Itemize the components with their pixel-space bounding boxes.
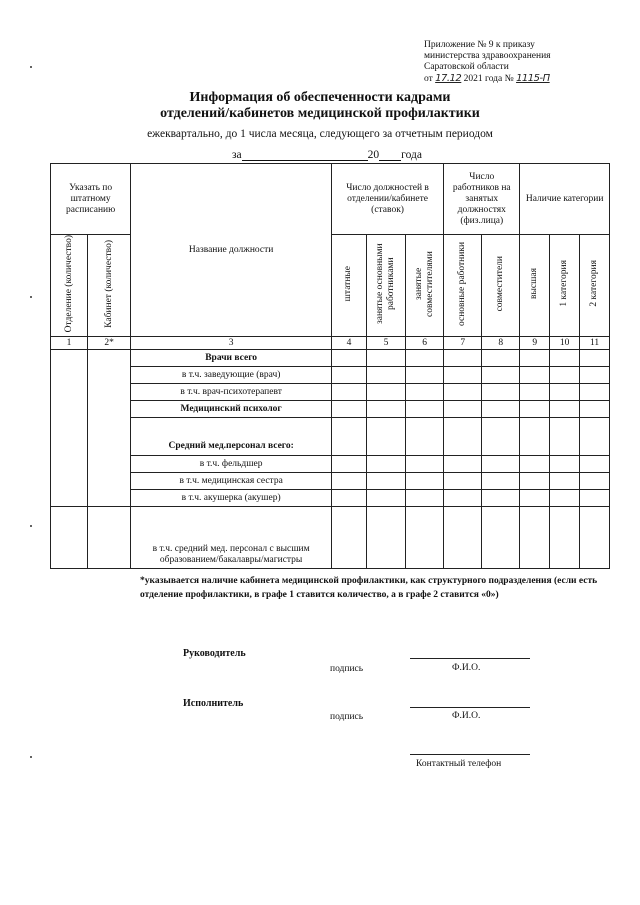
data-cell[interactable] [444,384,482,401]
data-cell[interactable] [366,384,405,401]
data-cell[interactable] [482,418,520,456]
data-cell[interactable] [331,367,366,384]
scan-dot [30,756,32,758]
data-cell[interactable] [550,490,580,507]
table-row [51,418,610,456]
appendix-date-line [424,73,624,85]
data-cell[interactable] [366,367,405,384]
row-nurse: в т.ч. медицинская сестра [131,473,332,490]
col-num-4: 4 [331,337,366,350]
data-cell[interactable] [550,418,580,456]
sub-main-workers-text: занятые основными работниками [375,243,396,324]
table-row [51,456,610,473]
data-cell[interactable] [520,350,550,367]
data-cell[interactable] [580,418,610,456]
data-cell[interactable] [366,418,405,456]
document-title-line2: отделений/кабинетов медицинской профилактики [160,106,480,121]
period-suffix: года [401,149,422,161]
col-num-2: 2* [88,337,131,350]
appendix-block [424,40,624,85]
data-cell[interactable] [444,490,482,507]
period-line [232,148,422,161]
col-num-7: 7 [444,337,482,350]
data-cell[interactable] [482,367,520,384]
header-category: Наличие категории [520,164,610,235]
data-cell[interactable] [580,507,610,569]
header-indicate: Указать по штатному расписанию [51,164,131,235]
data-cell[interactable] [550,384,580,401]
row-psychotherapist: в т.ч. врач-психотерапевт [131,384,332,401]
data-cell[interactable] [580,473,610,490]
period-year-blank[interactable] [379,148,401,161]
data-cell[interactable] [406,507,444,569]
data-cell[interactable] [580,350,610,367]
data-cell[interactable] [406,384,444,401]
sub-combiners2 [482,235,520,337]
appendix-line2: министерства здравоохранения [424,51,551,61]
data-cell[interactable] [366,490,405,507]
head-fio-line[interactable] [410,658,530,659]
table-row [51,350,610,367]
sub-cabinet [88,235,131,337]
document-subtitle: ежеквартально, до 1 числа месяца, следующего за отчетным периодом [147,128,493,140]
data-cell[interactable] [331,490,366,507]
data-cell[interactable] [550,350,580,367]
data-cell[interactable] [406,490,444,507]
executor-signature-caption: подпись [330,712,364,722]
data-cell[interactable] [444,473,482,490]
appendix-num-label: № [504,74,514,84]
data-cell[interactable] [482,490,520,507]
data-cell[interactable] [366,456,405,473]
data-cell[interactable] [406,418,444,456]
row-midwife: в т.ч. акушерка (акушер) [131,490,332,507]
sub-second [580,235,610,337]
row-feldsher: в т.ч. фельдшер [131,456,332,473]
phone-caption: Контактный телефон [416,759,502,769]
scan-dot [30,296,32,298]
header-positions-count: Число должностей в отделении/кабинете (ставок) [331,164,443,235]
sub-first-text: 1 категория [559,260,570,307]
cell-cabinet[interactable] [88,350,131,507]
head-label: Руководитель [183,648,246,659]
appendix-line3: Саратовской области [424,62,509,72]
data-cell[interactable] [520,473,550,490]
sub-second-text: 2 категория [589,260,600,307]
scan-dot [30,66,32,68]
data-cell[interactable] [444,418,482,456]
col-num-6: 6 [406,337,444,350]
data-cell[interactable] [482,401,520,418]
data-cell[interactable] [550,473,580,490]
table-row [51,401,610,418]
data-cell[interactable] [520,367,550,384]
data-cell[interactable] [366,350,405,367]
row-higher-edu: в т.ч. средний мед. персонал с высшим образованием/бакалавры/магистры [131,507,332,569]
scan-dot [30,525,32,527]
data-cell[interactable] [406,367,444,384]
data-cell[interactable] [482,384,520,401]
appendix-from: от [424,74,433,84]
data-cell[interactable] [550,507,580,569]
period-prefix: за [232,149,242,161]
sub-combiners-text: занятые совместителями [413,250,435,317]
data-cell[interactable] [580,456,610,473]
period-blank[interactable] [242,148,368,161]
data-cell[interactable] [366,401,405,418]
sub-staff [331,235,366,337]
sub-main-workers [366,235,405,337]
data-cell[interactable] [406,456,444,473]
data-cell[interactable] [520,401,550,418]
data-cell[interactable] [366,473,405,490]
executor-fio-line[interactable] [410,707,530,708]
footnote: *указывается наличие кабинета медицинской профилактики, как структурного подразделения (если есть отделение профилактики, в графе 1 ставится количество, а в графе 2 ставится «0») [140,576,598,600]
sub-combiners [406,235,444,337]
sub-main [444,235,482,337]
row-psychologist: Медицинский психолог [131,401,332,418]
data-cell[interactable] [580,384,610,401]
data-cell[interactable] [444,456,482,473]
col-num-1: 1 [51,337,88,350]
head-signature-caption: подпись [330,664,364,674]
table-row [51,490,610,507]
data-cell[interactable] [580,367,610,384]
cell-department[interactable] [51,350,88,507]
col-num-5: 5 [366,337,405,350]
data-cell[interactable] [331,418,366,456]
data-cell[interactable] [331,473,366,490]
row-nurses-total: Средний мед.персонал всего: [131,418,332,456]
data-cell[interactable] [444,401,482,418]
header-position-name: Название должности [131,164,332,337]
table-row [51,507,610,569]
data-cell[interactable] [88,507,131,569]
data-cell[interactable] [520,418,550,456]
data-cell[interactable] [331,507,366,569]
appendix-line1: Приложение № 9 к приказу [424,40,535,50]
data-cell[interactable] [550,367,580,384]
period-year: 20 [367,149,380,161]
data-cell[interactable] [550,401,580,418]
data-cell[interactable] [331,456,366,473]
data-cell[interactable] [580,490,610,507]
document-title-line1: Информация об обеспеченности кадрами [189,90,451,105]
appendix-year: 2021 года [463,74,503,84]
column-numbers-row [51,337,610,350]
sub-highest-text: высшая [529,268,540,300]
data-cell[interactable] [444,507,482,569]
phone-line[interactable] [410,754,530,755]
data-cell[interactable] [482,456,520,473]
col-num-3: 3 [131,337,332,350]
sub-combiners2-text: совместители [495,255,506,312]
sub-staff-text: штатные [343,265,354,302]
col-num-8: 8 [482,337,520,350]
data-cell[interactable] [331,401,366,418]
col-num-11: 11 [580,337,610,350]
data-cell[interactable] [406,350,444,367]
sub-main-text: основные работники [457,241,468,326]
data-cell[interactable] [550,456,580,473]
data-cell[interactable] [444,367,482,384]
data-cell[interactable] [406,401,444,418]
sub-highest [520,235,550,337]
data-cell[interactable] [520,490,550,507]
executor-label: Исполнитель [183,698,244,709]
head-fio-caption: Ф.И.О. [452,663,481,673]
table-row [51,367,610,384]
data-cell[interactable] [520,384,550,401]
header-row-1 [51,164,610,235]
executor-fio-caption: Ф.И.О. [452,711,481,721]
appendix-number-handwritten: 1115-П [516,73,550,84]
data-cell[interactable] [444,350,482,367]
data-cell[interactable] [520,507,550,569]
header-workers-count: Число работников на занятых должностях (физ.лица) [444,164,520,235]
row-doctors-total: Врачи всего [131,350,332,367]
data-cell[interactable] [406,473,444,490]
col-num-10: 10 [550,337,580,350]
table-row [51,384,610,401]
table-row [51,473,610,490]
data-cell[interactable] [580,401,610,418]
col-num-9: 9 [520,337,550,350]
data-cell[interactable] [482,507,520,569]
data-cell[interactable] [366,507,405,569]
data-cell[interactable] [482,473,520,490]
data-cell[interactable] [331,350,366,367]
sub-department-text: Отделение (количество) [63,235,74,333]
sub-cabinet-text: Кабинет (количество) [103,239,114,328]
data-cell[interactable] [51,507,88,569]
data-cell[interactable] [482,350,520,367]
data-cell[interactable] [520,456,550,473]
row-heads: в т.ч. заведующие (врач) [131,367,332,384]
data-cell[interactable] [331,384,366,401]
sub-department [51,235,88,337]
appendix-date-handwritten: 17.12 [435,73,462,84]
sub-first [550,235,580,337]
staffing-table [50,163,610,569]
